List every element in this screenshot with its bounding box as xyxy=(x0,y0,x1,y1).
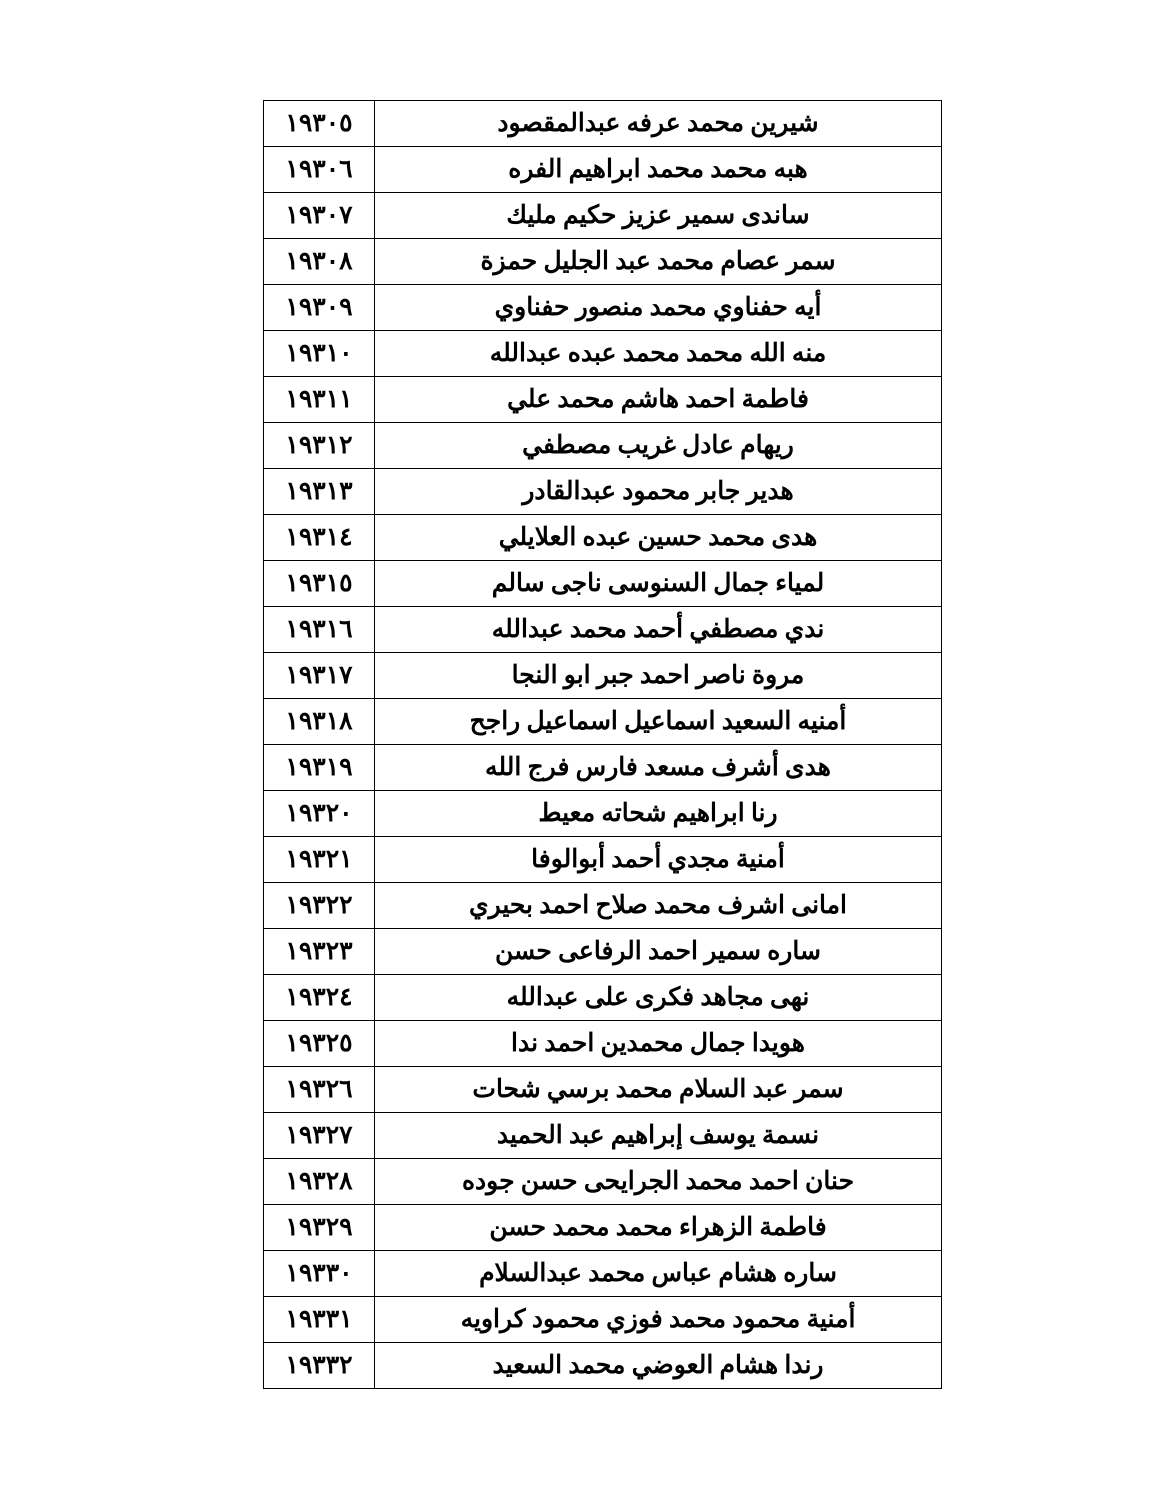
row-name: ريهام عادل غريب مصطفي xyxy=(375,423,942,469)
row-name: منه الله محمد محمد عبده عبدالله xyxy=(375,331,942,377)
table-row xyxy=(264,101,942,147)
row-code: ١٩٣١٠ xyxy=(264,331,375,377)
table-row xyxy=(264,423,942,469)
table-row xyxy=(264,285,942,331)
table-row xyxy=(264,929,942,975)
row-name: ساندى سمير عزيز حكيم مليك xyxy=(375,193,942,239)
row-name: أيه حفناوي محمد منصور حفناوي xyxy=(375,285,942,331)
row-code: ١٩٣٢٩ xyxy=(264,1205,375,1251)
table-row xyxy=(264,469,942,515)
row-name: ساره هشام عباس محمد عبدالسلام xyxy=(375,1251,942,1297)
table-row xyxy=(264,147,942,193)
row-name: رنا ابراهيم شحاته معيط xyxy=(375,791,942,837)
row-code: ١٩٣٢١ xyxy=(264,837,375,883)
row-name: أمنية مجدي أحمد أبوالوفا xyxy=(375,837,942,883)
row-code: ١٩٣٠٩ xyxy=(264,285,375,331)
table-row xyxy=(264,883,942,929)
table-row xyxy=(264,515,942,561)
table-row xyxy=(264,1159,942,1205)
table-row xyxy=(264,699,942,745)
row-name: هدير جابر محمود عبدالقادر xyxy=(375,469,942,515)
table-row xyxy=(264,561,942,607)
table-row xyxy=(264,1021,942,1067)
row-code: ١٩٣٠٨ xyxy=(264,239,375,285)
table-row xyxy=(264,377,942,423)
row-code: ١٩٣١٢ xyxy=(264,423,375,469)
row-code: ١٩٣٠٥ xyxy=(264,101,375,147)
table-row xyxy=(264,1205,942,1251)
table-row xyxy=(264,745,942,791)
row-name: هدى أشرف مسعد فارس فرج الله xyxy=(375,745,942,791)
row-code: ١٩٣١٤ xyxy=(264,515,375,561)
table-row xyxy=(264,193,942,239)
table-row xyxy=(264,239,942,285)
row-code: ١٩٣١٩ xyxy=(264,745,375,791)
row-name: هبه محمد محمد ابراهيم الفره xyxy=(375,147,942,193)
row-code: ١٩٣١٨ xyxy=(264,699,375,745)
row-name: لمياء جمال السنوسى ناجى سالم xyxy=(375,561,942,607)
row-code: ١٩٣١٣ xyxy=(264,469,375,515)
row-code: ١٩٣٣٢ xyxy=(264,1343,375,1389)
table-row xyxy=(264,1343,942,1389)
row-name: أمنية محمود محمد فوزي محمود كراويه xyxy=(375,1297,942,1343)
row-code: ١٩٣٠٦ xyxy=(264,147,375,193)
row-code: ١٩٣١١ xyxy=(264,377,375,423)
row-code: ١٩٣١٦ xyxy=(264,607,375,653)
row-name: رندا هشام العوضي محمد السعيد xyxy=(375,1343,942,1389)
table-row xyxy=(264,1251,942,1297)
row-code: ١٩٣١٥ xyxy=(264,561,375,607)
row-name: سمر عصام محمد عبد الجليل حمزة xyxy=(375,239,942,285)
row-name: ندي مصطفي أحمد محمد عبدالله xyxy=(375,607,942,653)
row-name: فاطمة احمد هاشم محمد علي xyxy=(375,377,942,423)
table-row xyxy=(264,837,942,883)
row-code: ١٩٣٢٥ xyxy=(264,1021,375,1067)
table-row xyxy=(264,1297,942,1343)
row-name: هدى محمد حسين عبده العلايلي xyxy=(375,515,942,561)
names-table-container xyxy=(266,100,942,1389)
row-name: ساره سمير احمد الرفاعى حسن xyxy=(375,929,942,975)
row-name: شيرين محمد عرفه عبدالمقصود xyxy=(375,101,942,147)
row-name: سمر عبد السلام محمد برسي شحات xyxy=(375,1067,942,1113)
row-name: هويدا جمال محمدين احمد ندا xyxy=(375,1021,942,1067)
table-row xyxy=(264,607,942,653)
row-code: ١٩٣٢٣ xyxy=(264,929,375,975)
row-name: نسمة يوسف إبراهيم عبد الحميد xyxy=(375,1113,942,1159)
row-name: امانى اشرف محمد صلاح احمد بحيري xyxy=(375,883,942,929)
row-code: ١٩٣٣١ xyxy=(264,1297,375,1343)
table-row xyxy=(264,331,942,377)
row-name: حنان احمد محمد الجرايحى حسن جوده xyxy=(375,1159,942,1205)
row-code: ١٩٣٢٤ xyxy=(264,975,375,1021)
table-row xyxy=(264,1067,942,1113)
row-name: أمنيه السعيد اسماعيل اسماعيل راجح xyxy=(375,699,942,745)
row-name: نهى مجاهد فكرى على عبدالله xyxy=(375,975,942,1021)
names-table xyxy=(263,100,942,1389)
row-code: ١٩٣٢٧ xyxy=(264,1113,375,1159)
table-row xyxy=(264,791,942,837)
row-code: ١٩٣٣٠ xyxy=(264,1251,375,1297)
table-row xyxy=(264,975,942,1021)
table-row xyxy=(264,1113,942,1159)
table-row xyxy=(264,653,942,699)
row-code: ١٩٣٢٠ xyxy=(264,791,375,837)
row-code: ١٩٣٢٨ xyxy=(264,1159,375,1205)
row-code: ١٩٣٢٢ xyxy=(264,883,375,929)
names-table-body xyxy=(264,101,942,1389)
row-code: ١٩٣١٧ xyxy=(264,653,375,699)
row-name: فاطمة الزهراء محمد محمد حسن xyxy=(375,1205,942,1251)
row-code: ١٩٣٠٧ xyxy=(264,193,375,239)
row-name: مروة ناصر احمد جبر ابو النجا xyxy=(375,653,942,699)
row-code: ١٩٣٢٦ xyxy=(264,1067,375,1113)
